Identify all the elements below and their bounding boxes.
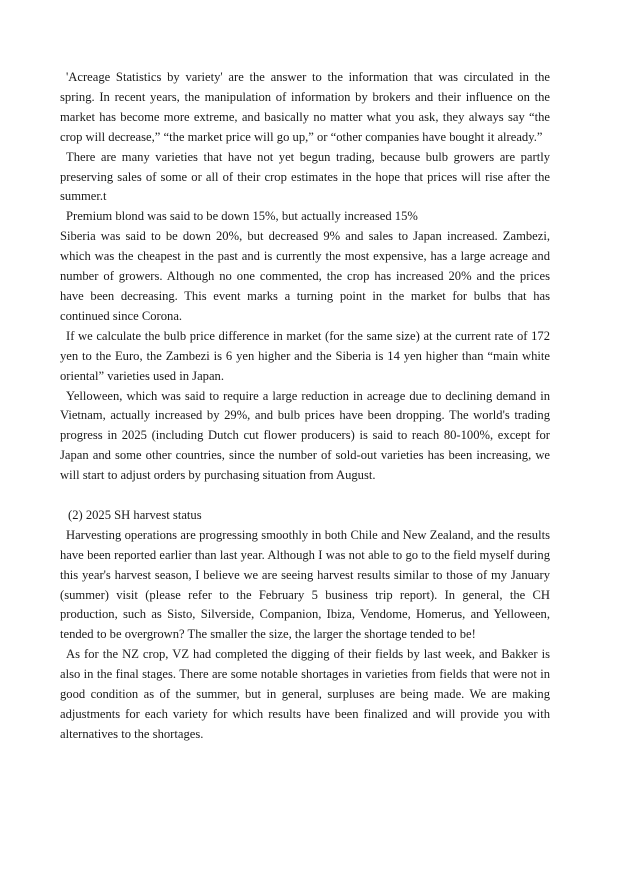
document-page <box>60 68 550 745</box>
paragraph-unstarted-varieties: There are many varieties that have not yet begun trading, because bulb growers are partly preserving sales of some or all of their crop estimates in the hope that prices will rise after the summer.t <box>60 149 550 204</box>
blank-line <box>60 486 550 506</box>
paragraph-price-difference: If we calculate the bulb price difference in market (for the same size) at the current rate of 172 yen to the Euro, the Zambezi is 6 yen higher and the Siberia is 14 yen higher than “main white oriental” varieties used in Japan. <box>60 328 550 383</box>
paragraph-harvest-operations: Harvesting operations are progressing smoothly in both Chile and New Zealand, and the results have been reported earlier than last year. Although I was not able to go to the field myself during this year's harvest season, I believe we are seeing harvest results similar to those of my January (summer) visit (please refer to the February 5 business trip report). In general, the CH production, such as Sisto, Silverside, Companion, Ibiza, Vendome, Homerus, and Yelloween, tended to be overgrown? The smaller the size, the larger the shortage tended to be! <box>60 527 550 642</box>
paragraph-nz-crop: As for the NZ crop, VZ had completed the digging of their fields by last week, and Bakker is also in the final stages. There are some notable shortages in varieties from fields that were not in good condition as of the summer, but in general, surpluses are being made. We are making adjustments for each variety for which results have been finalized and will provide you with alternatives to the shortages. <box>60 647 550 741</box>
section-heading: (2) 2025 SH harvest status <box>68 507 202 522</box>
paragraph-siberia-zambezi: Siberia was said to be down 20%, but decreased 9% and sales to Japan increased. Zambezi, which was the cheapest in the past and is currently the most expensive, has a large acreage and number of growers. Although no one commented, the crop has increased 20% and the prices have been decreasing. This event marks a turning point in the market for bulbs that has continued since Corona. <box>60 229 550 323</box>
paragraph-acreage-statistics: 'Acreage Statistics by variety' are the answer to the information that was circulated in the spring. In recent years, the manipulation of information by brokers and their influence on the market has become more extreme, and basically no matter what you ask, they always say “the crop will decrease,” “the market price will go up,” or “other companies have bought it already.” <box>60 70 550 144</box>
paragraph-premium-blond: Premium blond was said to be down 15%, but actually increased 15% <box>66 209 418 224</box>
paragraph-yelloween: Yelloween, which was said to require a large reduction in acreage due to declining demand in Vietnam, actually increased by 29%, and bulb prices have been dropping. The world's trading progress in 2025 (including Dutch cut flower producers) is said to reach 80-100%, except for Japan and some other countries, since the number of sold-out varieties has been increasing, we will start to adjust orders by purchasing situation from August. <box>60 388 550 483</box>
